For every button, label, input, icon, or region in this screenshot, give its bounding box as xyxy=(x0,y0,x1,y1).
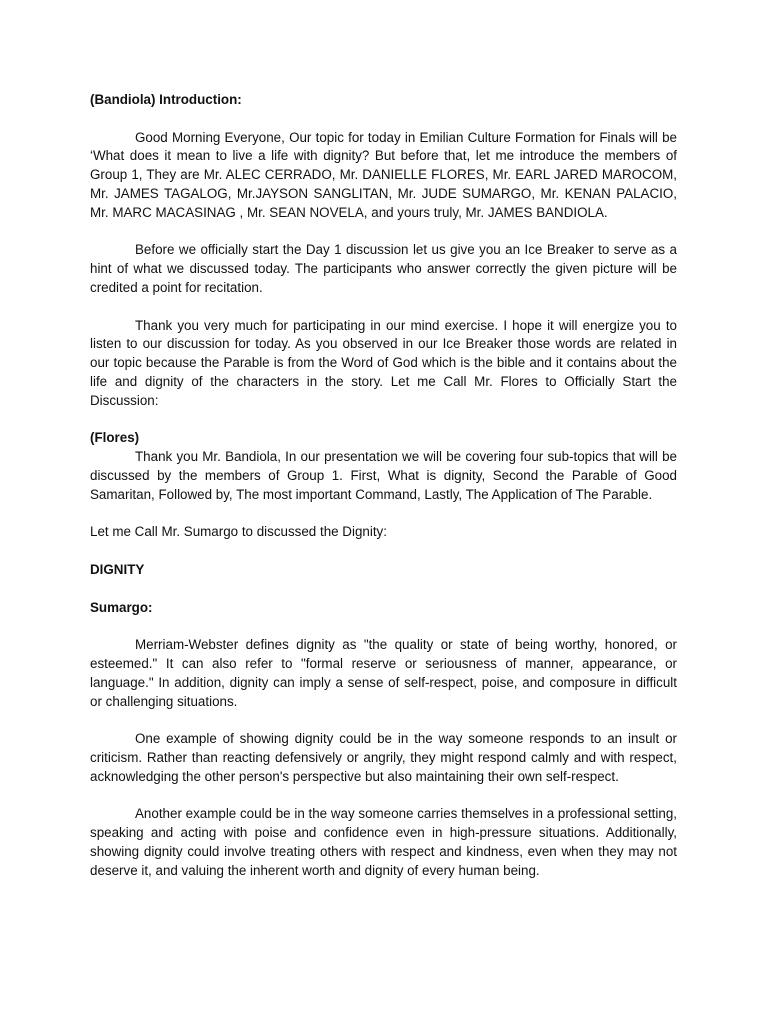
intro-paragraph-1: Good Morning Everyone, Our topic for today in Emilian Culture Formation for Finals will be ‘What does it mean to live a life with dignity? But before that, let me introduce the members of Group 1, They are Mr. ALEC CERRADO, Mr. DANIELLE FLORES, Mr. EARL JARED MAROCOM, Mr. JAMES TAGALOG, Mr.JAYSON SANGLITAN, Mr. JUDE SUMARGO, Mr. KENAN PALACIO, Mr. MARC MACASINAG , Mr. SEAN NOVELA, and yours truly, Mr. JAMES BANDIOLA. xyxy=(90,129,677,220)
intro-heading: (Bandiola) Introduction: xyxy=(90,92,242,107)
intro-paragraph-3: Thank you very much for participating in our mind exercise. I hope it will energize you to listen to our discussion for today. As you observed in our Ice Breaker those words are related in our topic because the Parable is from the Word of God which is the bible and it contains about the life and dignity of the characters in the story. Let me Call Mr. Flores to Officially Start the Discussion: xyxy=(90,317,677,408)
dignity-paragraph-2: One example of showing dignity could be in the way someone responds to an insult or criticism. Rather than reacting defensively or angrily, they might respond calmly and with respect, acknowledging the other person's perspective but also maintaining their own self-respect. xyxy=(90,731,677,784)
dignity-paragraph-1: Merriam-Webster defines dignity as "the quality or state of being worthy, honored, or esteemed." It can also refer to "formal reserve or seriousness of manner, appearance, or language." In addition, dignity can imply a sense of self-respect, poise, and composure in difficult or challenging situations. xyxy=(90,637,677,709)
intro-paragraph-2: Before we officially start the Day 1 discussion let us give you an Ice Breaker to serve as a hint of what we discussed today. The participants who answer correctly the given picture will be credited a point for recitation. xyxy=(90,242,677,295)
flores-heading: (Flores) xyxy=(90,430,140,446)
dignity-paragraph-3: Another example could be in the way someone carries themselves in a professional setting, speaking and acting with poise and confidence even in high-pressure situations. Additionally, showing dignity could involve treating others with respect and kindness, even when they may not deserve it, and valuing the inherent worth and dignity of every human being. xyxy=(90,806,677,878)
sumargo-heading: Sumargo: xyxy=(90,599,153,615)
call-sumargo-line: Let me Call Mr. Sumargo to discussed the Dignity: xyxy=(90,524,387,540)
dignity-heading: DIGNITY xyxy=(90,561,145,577)
document-page xyxy=(90,91,677,880)
flores-paragraph: Thank you Mr. Bandiola, In our presentation we will be covering four sub-topics that will be discussed by the members of Group 1. First, What is dignity, Second the Parable of Good Samaritan, Followed by, The most important Command, Lastly, The Application of The Parable. xyxy=(90,449,677,502)
